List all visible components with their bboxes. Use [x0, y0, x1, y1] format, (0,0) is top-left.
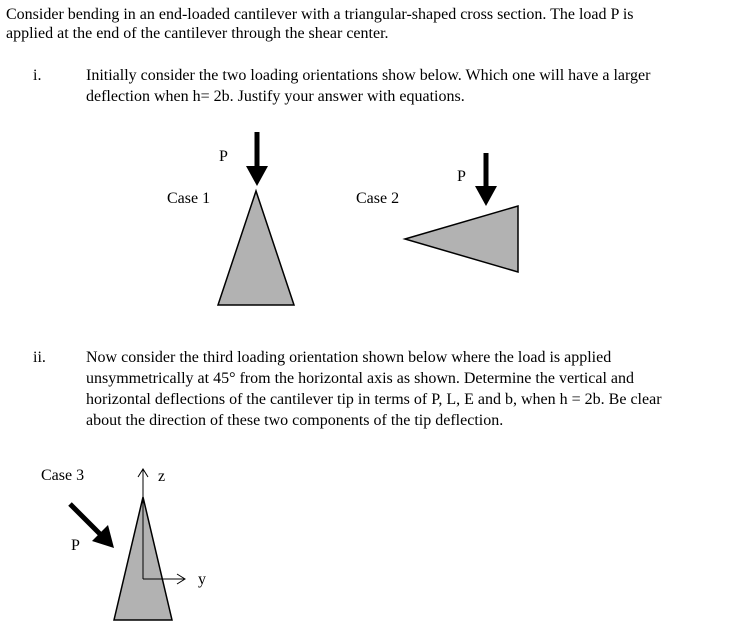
part-ii-line-4: about the direction of these two components of the tip deflection. — [86, 412, 504, 429]
part-ii-line-1: Now consider the third loading orientation shown below where the load is applied — [86, 349, 612, 366]
case3-load-arrow — [70, 504, 114, 548]
case1-load-arrow — [246, 132, 268, 186]
case3-load-label: P — [71, 537, 80, 554]
case3-label: Case 3 — [41, 467, 85, 484]
part-i-line-2: deflection when h= 2b. Justify your answer with equations. — [86, 88, 465, 105]
part-ii-numeral: ii. — [33, 349, 46, 366]
case2-label: Case 2 — [356, 190, 400, 207]
intro-line-2: applied at the end of the cantilever through the shear center. — [6, 25, 389, 42]
part-i-line-1: Initially consider the two loading orientations show below. Which one will have a larger — [86, 67, 651, 84]
part-ii-line-3: horizontal deflections of the cantilever tip in terms of P, L, E and b, when h = 2b. Be clear — [86, 391, 662, 408]
part-i-numeral: i. — [33, 67, 42, 84]
intro-line-1: Consider bending in an end-loaded cantilever with a triangular-shaped cross section. The load P is — [6, 6, 634, 23]
case1-label: Case 1 — [167, 190, 211, 207]
case2-triangle — [405, 206, 518, 272]
axis-z-label: z — [158, 468, 166, 485]
case2-load-arrow — [475, 153, 497, 206]
case2-load-label: P — [457, 168, 466, 185]
case1-triangle — [218, 191, 294, 305]
part-ii-line-2: unsymmetrically at 45° from the horizontal axis as shown. Determine the vertical and — [86, 370, 635, 387]
axis-y-label: y — [198, 571, 206, 588]
case1-load-label: P — [219, 148, 228, 165]
